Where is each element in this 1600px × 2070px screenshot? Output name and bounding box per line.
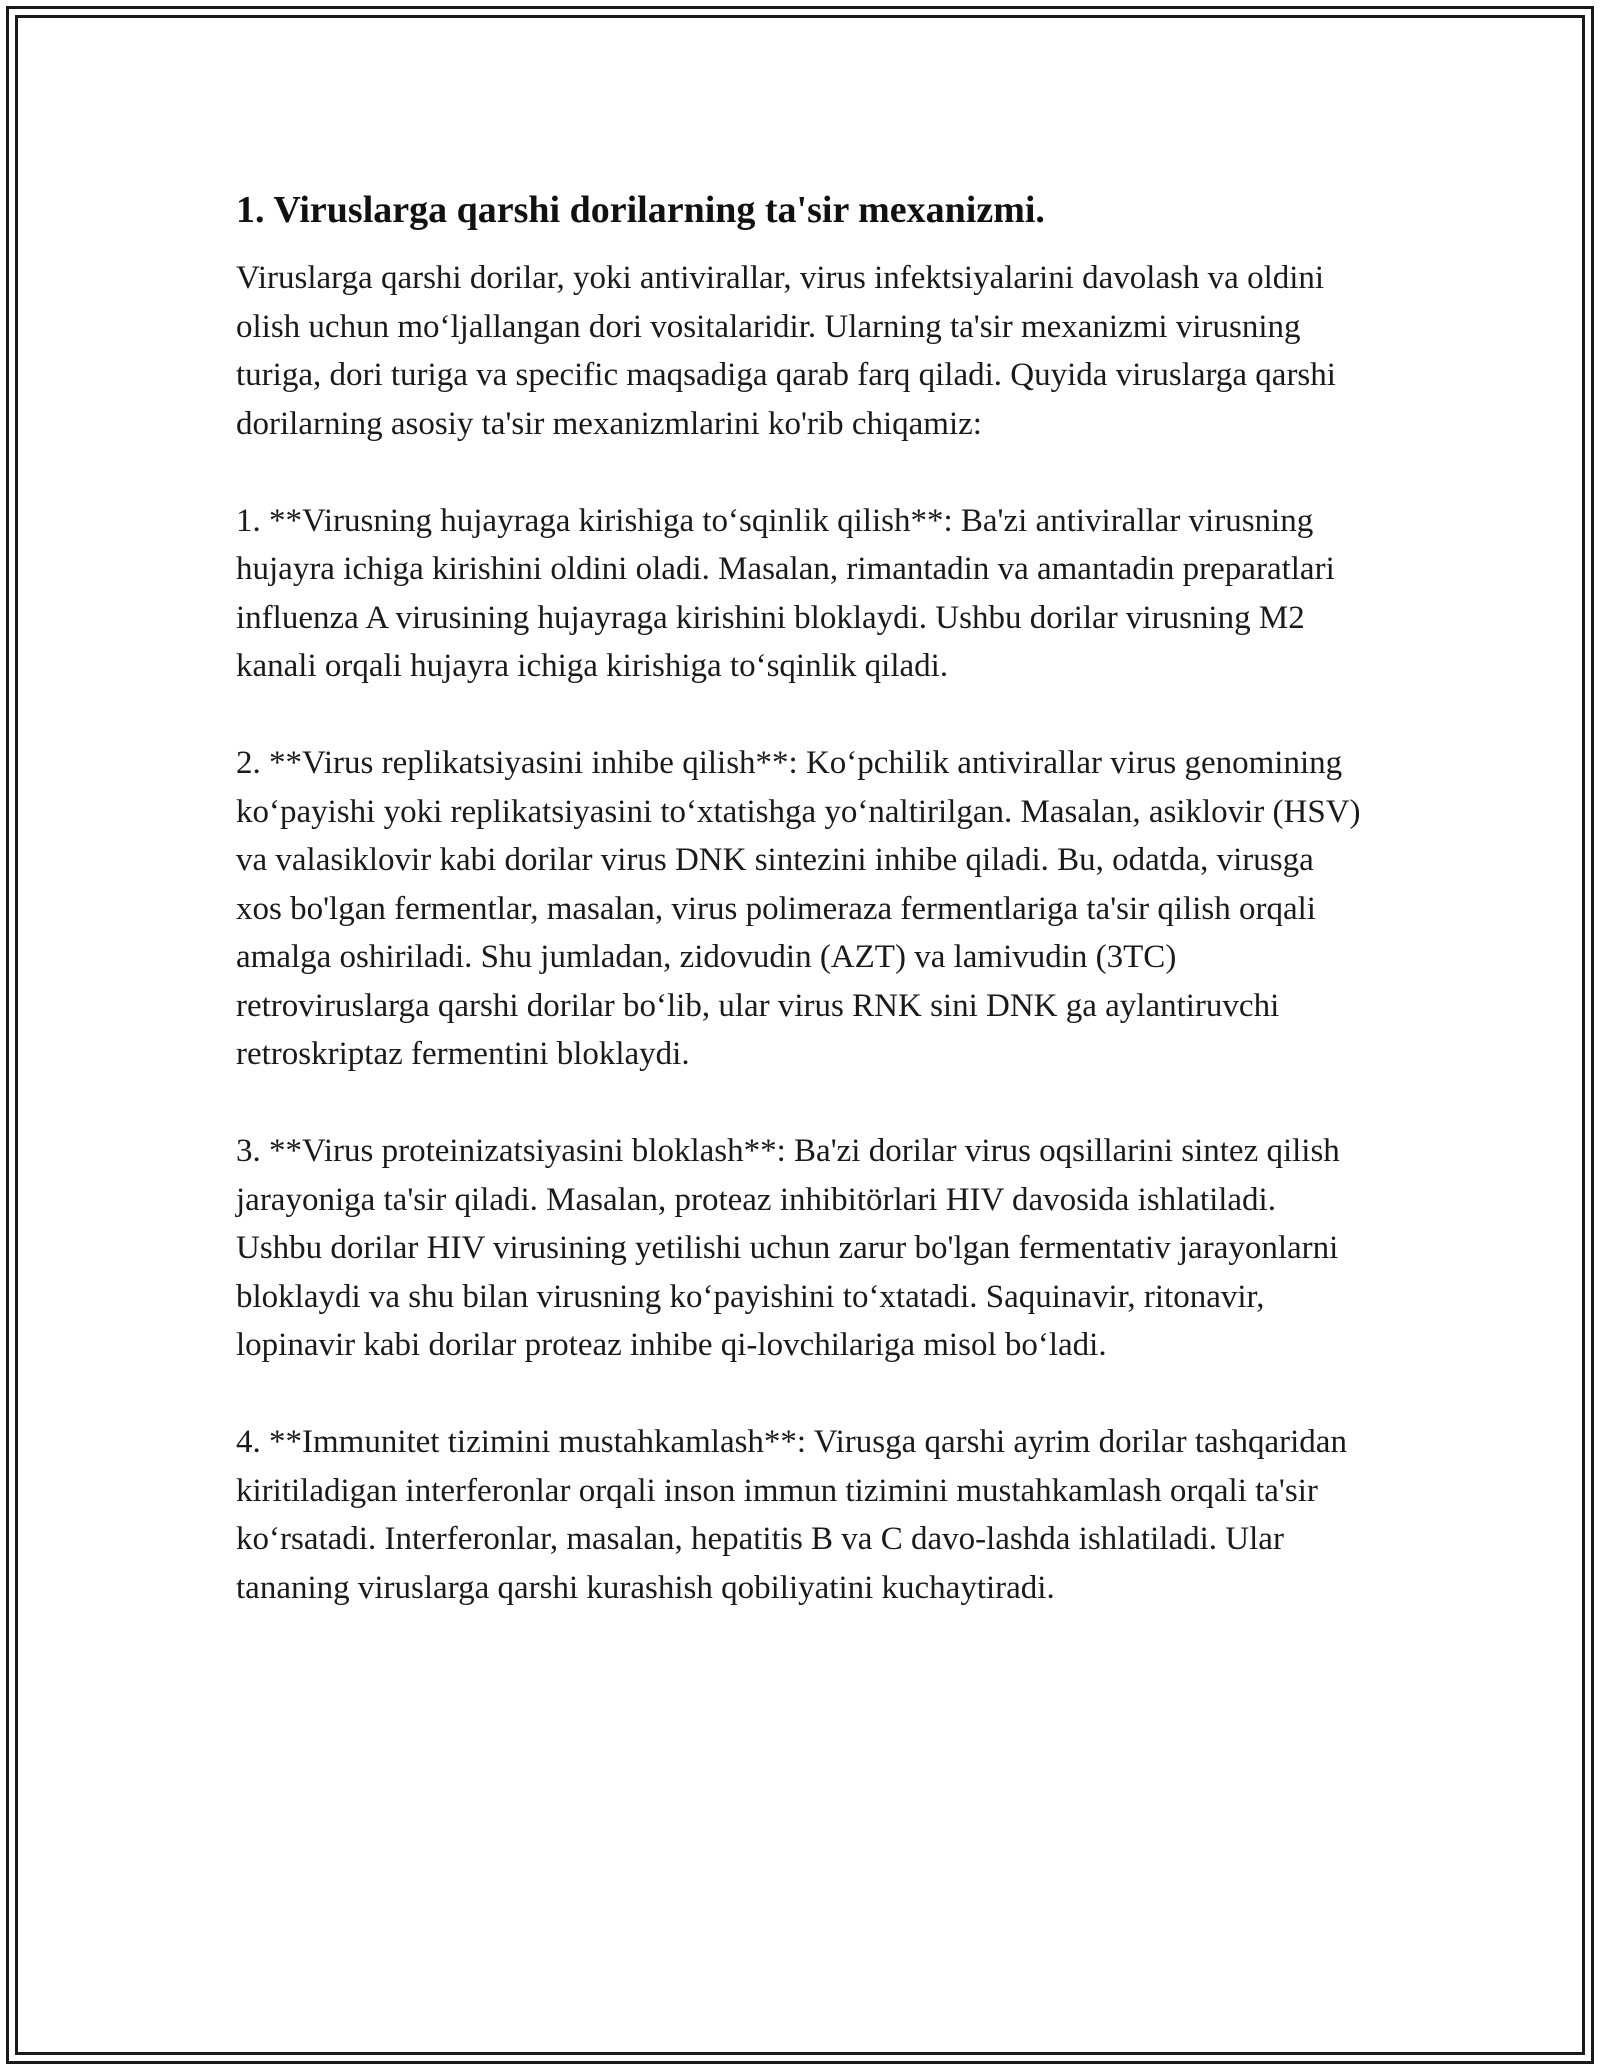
- document-title: 1. Viruslarga qarshi dorilarning ta'sir mexanizmi.: [236, 189, 1045, 231]
- mechanism-paragraph-2: 2. **Virus replikatsiyasini inhibe qilish**: Ko‘pchilik antivirallar virus genomining ko‘payishi yoki replikatsiyasini to‘xtatishga yo‘naltirilgan. Masalan, asiklovir (HSV) va valasiklovir kabi dorilar virus DNK sintezini inhibe qiladi. Bu, odatda, virusga xos bo'lgan fermentlar, masalan, virus polimeraza fermentlariga ta'sir qilish orqali amalga oshiriladi. Shu jumladan, zidovudin (AZT) va lamivudin (3TC) retroviruslarga qarshi dorilar bo‘lib, ular virus RNK sini DNK ga aylantiruvchi retroskriptaz fermentini bloklaydi.: [236, 745, 1361, 1072]
- document-body: [236, 186, 1366, 1661]
- intro-paragraph: Viruslarga qarshi dorilar, yoki antivirallar, virus infektsiyalarini davolash va oldini olish uchun mo‘ljallangan dori vositalaridir. Ularning ta'sir mexanizmi virusning turiga, dori turiga va specific maqsadiga qarab farq qiladi. Quyida viruslarga qarshi dorilarning asosiy ta'sir mexanizmlarini ko'rib chiqamiz:: [236, 260, 1336, 442]
- mechanism-paragraph-1: 1. **Virusning hujayraga kirishiga to‘sqinlik qilish**: Ba'zi antivirallar virusning hujayra ichiga kirishini oldini oladi. Masalan, rimantadin va amantadin preparatlari influenza A virusining hujayraga kirishini bloklaydi. Ushbu dorilar virusning M2 kanali orqali hujayra ichiga kirishiga to‘sqinlik qiladi.: [236, 502, 1335, 684]
- mechanism-paragraph-4: 4. **Immunitet tizimini mustahkamlash**: Virusga qarshi ayrim dorilar tashqaridan kiritiladigan interferonlar orqali inson immun tizimini mustahkamlash orqali ta'sir ko‘rsatadi. Interferonlar, masalan, hepatitis B va C davo-lashda ishlatiladi. Ular tananing viruslarga qarshi kurashish qobiliyatini kuchaytiradi.: [236, 1424, 1347, 1606]
- mechanism-paragraph-3: 3. **Virus proteinizatsiyasini bloklash**: Ba'zi dorilar virus oqsillarini sintez qilish jarayoniga ta'sir qiladi. Masalan, proteaz inhibitörlari HIV davosida ishlatiladi. Ushbu dorilar HIV virusining yetilishi uchun zarur bo'lgan fermentativ jarayonlarni bloklaydi va shu bilan virusning ko‘payishini to‘xtatadi. Saquinavir, ritonavir, lopinavir kabi dorilar proteaz inhibe qi-lovchilariga misol bo‘ladi.: [236, 1133, 1340, 1363]
